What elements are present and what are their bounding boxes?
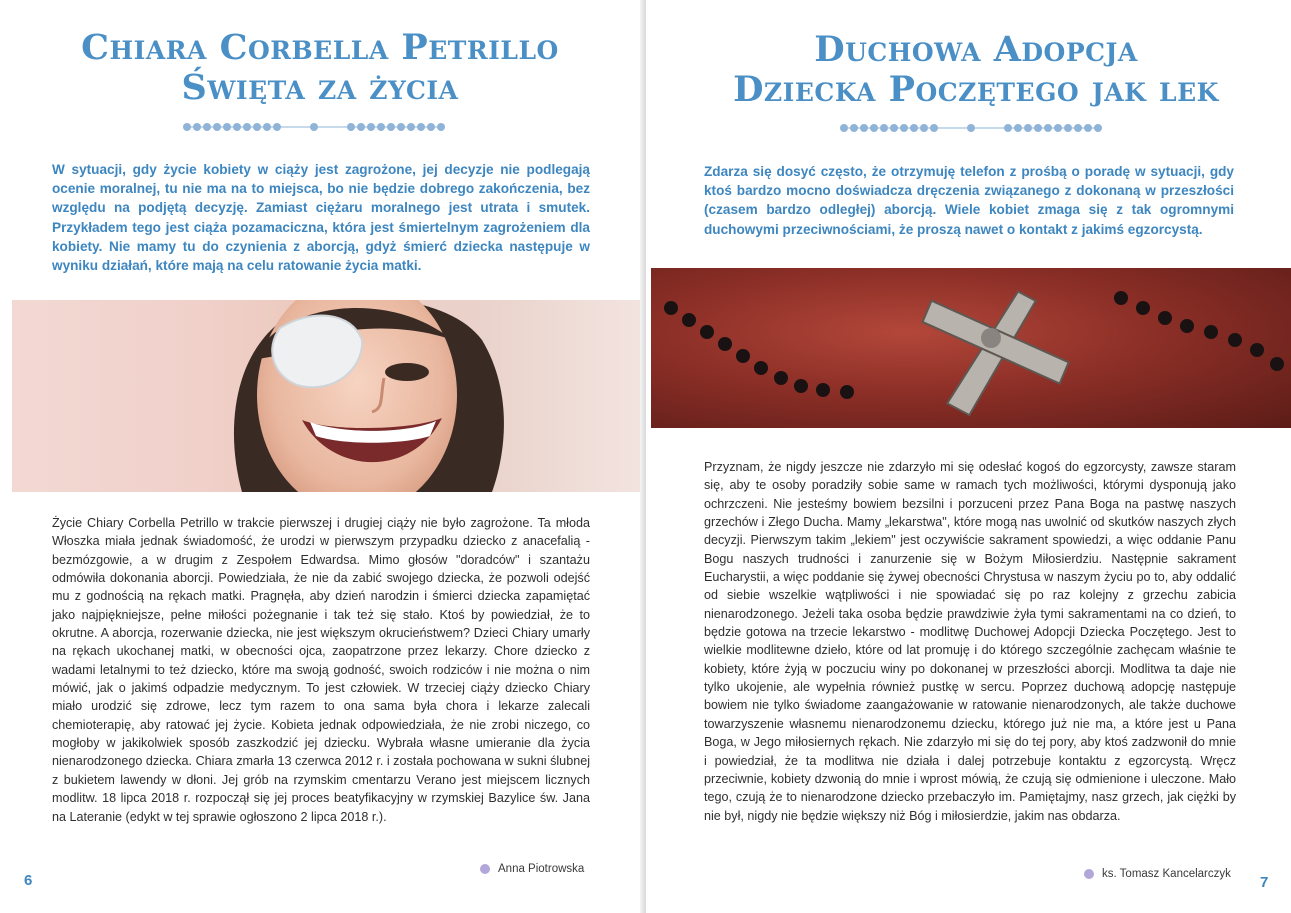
right-page-title xyxy=(686,30,1266,110)
right-author-name: ks. Tomasz Kancelarczyk xyxy=(1102,868,1231,880)
right-dotted-ornament xyxy=(840,122,1102,134)
left-author-name: Anna Piotrowska xyxy=(498,863,585,875)
left-lead-paragraph: W sytuacji, gdy życie kobiety w ciąży jest zagrożone, jej decyzje nie podlegają ocenie moralnej, tu nie ma na to miejsca, bo nie będzie dobrego zakończenia, bez względu na podjętą decyzję. Zamiast ciężaru moralnego jest utrata i smutek. Przykładem tego jest ciąża pozamaciczna, która jest śmiertelnym zagrożeniem dla kobiety. Nie mamy tu do czynienia z aborcją, gdyż śmierć dziecka następuje w wyniku działań, które mają na celu ratowanie życia matki. xyxy=(52,162,590,274)
right-page-number: 7 xyxy=(1260,874,1269,891)
left-title-line-2: Święta za życia xyxy=(181,67,459,108)
left-dotted-ornament xyxy=(183,121,445,133)
right-author xyxy=(1084,868,1231,880)
author-bullet-icon xyxy=(480,864,490,874)
right-title-line-1: Duchowa Adopcja xyxy=(814,29,1138,70)
right-lead-paragraph: Zdarza się dosyć często, że otrzymuję telefon z prośbą o poradę w sytuacji, gdy ktoś bardzo mocno doświadcza dręczenia związanego z dokonaną w przeszłości (czasem bardzo odległej) aborcją. Wiele kobiet zmaga się z tak ogromnymi duchowymi przeciwnościami, że proszą nawet o kontakt z jakimś egzorcystą. xyxy=(704,164,1234,237)
author-bullet-icon xyxy=(1084,869,1094,879)
left-author xyxy=(480,863,584,875)
smiling-woman-photo xyxy=(12,300,646,492)
right-title-line-2: Dziecka Poczętego jak lek xyxy=(733,69,1219,110)
rosary-cross-photo xyxy=(651,268,1291,428)
right-page xyxy=(646,0,1291,913)
left-body-text: Życie Chiary Corbella Petrillo w trakcie pierwszej i drugiej ciąży nie było zagrożone. Ta młoda Włoszka miała jednak świadomość, że urodzi w pierwszym przypadku dziecko z anacefalią - bezmózgowie, a w drugim z Zespołem Edwardsa. Mimo głosów "doradców" i szantażu odmówiła dokonania aborcji. Powiedziała, że nie da zabić swojego dziecka, że pozwoli odejść mu z godnością na rękach matki. Pragnęła, aby dzień narodzin i śmierci dziecka zapamiętać jako najpiękniejsze, pełne miłości pożegnanie i tak też się stało. Ktoś by powiedział, że to okrutne. A aborcja, rozerwanie dziecka, nie jest większym okrucieństwem? Dzieci Chiary umarły na rękach ukochanej matki, w obecności ojca, zaopatrzone przez lekarzy. Chore dziecko z wadami letalnymi to też dziecko, które ma swoją godność, swoich rodziców i nie można o nim mówić, jak o jakimś odpadzie medycznym. To jest człowiek. W trzeciej ciąży dziecko Chiary miało urodzić się zdrowe, lecz tym razem to ona sama była chora i lekarze zalecali chemioterapię, aby ratować jej życie. Kobieta jednak odpowiedziała, że nie zrobi niczego, co mogłoby w jakikolwiek sposób zaszkodzić jej dziecku. Wybrała własne umieranie dla życia nienarodzonego dziecka. Chiara zmarła 13 czerwca 2012 r. i została pochowana w sukni ślubnej z bukietem lawendy w dłoni. Jej grób na rzymskim cmentarzu Verano jest miejscem licznych modlitw. 18 lipca 2018 r. rozpoczął się jej proces beatyfikacyjny w rzymskiej Bazylice św. Jana na Lateranie (edykt w tej sprawie ogłoszono 2 lipca 2018 r.). xyxy=(52,516,590,824)
left-page-title xyxy=(20,28,620,108)
right-body-text: Przyznam, że nigdy jeszcze nie zdarzyło mi się odesłać kogoś do egzorcysty, zawsze staram się, aby te osoby poradziły sobie same w ramach tych możliwości, którymi dysponują jako ochrzczeni. Nie jesteśmy bowiem bezsilni i porzuceni przez Pana Boga na pastwę naszych grzechów i Złego Ducha. Mamy „lekarstwa", które mogą nas uwolnić od skutków naszych złych decyzji. Pierwszym takim „lekiem" jest oczywiście sakrament spowiedzi, a więc oddanie Panu Bogu naszych trudności i zanurzenie się w Bożym Miłosierdziu. Następnie sakrament Eucharystii, a więc poddanie się żywej obecności Chrystusa w naszym życiu po to, aby oddalić od siebie wszelkie wątpliwości i nie spowiadać się po raz kolejny z grzechu zabicia nienarodzonego. Jeżeli taka osoba będzie prawdziwie żyła tymi sakramentami na co dzień, to będzie gotowa na trzecie lekarstwo - modlitwę Duchowej Adopcji Dziecka Poczętego. Jest to wielkie modlitewne dzieło, które od lat promuję i do którego szczególnie zachęcam właśnie te kobiety, które żyją w poczuciu winy po dokonanej w przeszłości aborcji. Modlitwa ta daje nie tylko ukojenie, ale wypełnia również pustkę w sercu. Poprzez duchową adopcję następuje bowiem nie tylko świadome zaangażowanie w ratowanie nienarodzonych, ale także duchowe towarzyszenie własnemu nienarodzonemu dziecku, którego już nie ma, a które jest u Pana Boga, w Jego miłosiernych rękach. Nie zdarzyło mi się do tej pory, aby ktoś zadzwonił do mnie i powiedział, że ta modlitwa nie działa i dalej potrzebuje kontaktu z egzorcystą. Wręcz przeciwnie, kobiety dzwonią do mnie i wprost mówią, że czują się odmienione i uleczone. Mało tego, czują że to nienarodzone dziecko przebaczyło im. Pamiętajmy, nasz grzech, jak ciężki by nie był, nigdy nie będzie większy niż Bóg i miłosierdzie, jakim nas obdarza. xyxy=(704,460,1236,823)
left-page-number: 6 xyxy=(24,872,33,889)
left-title-line-1: Chiara Corbella Petrillo xyxy=(81,27,559,68)
